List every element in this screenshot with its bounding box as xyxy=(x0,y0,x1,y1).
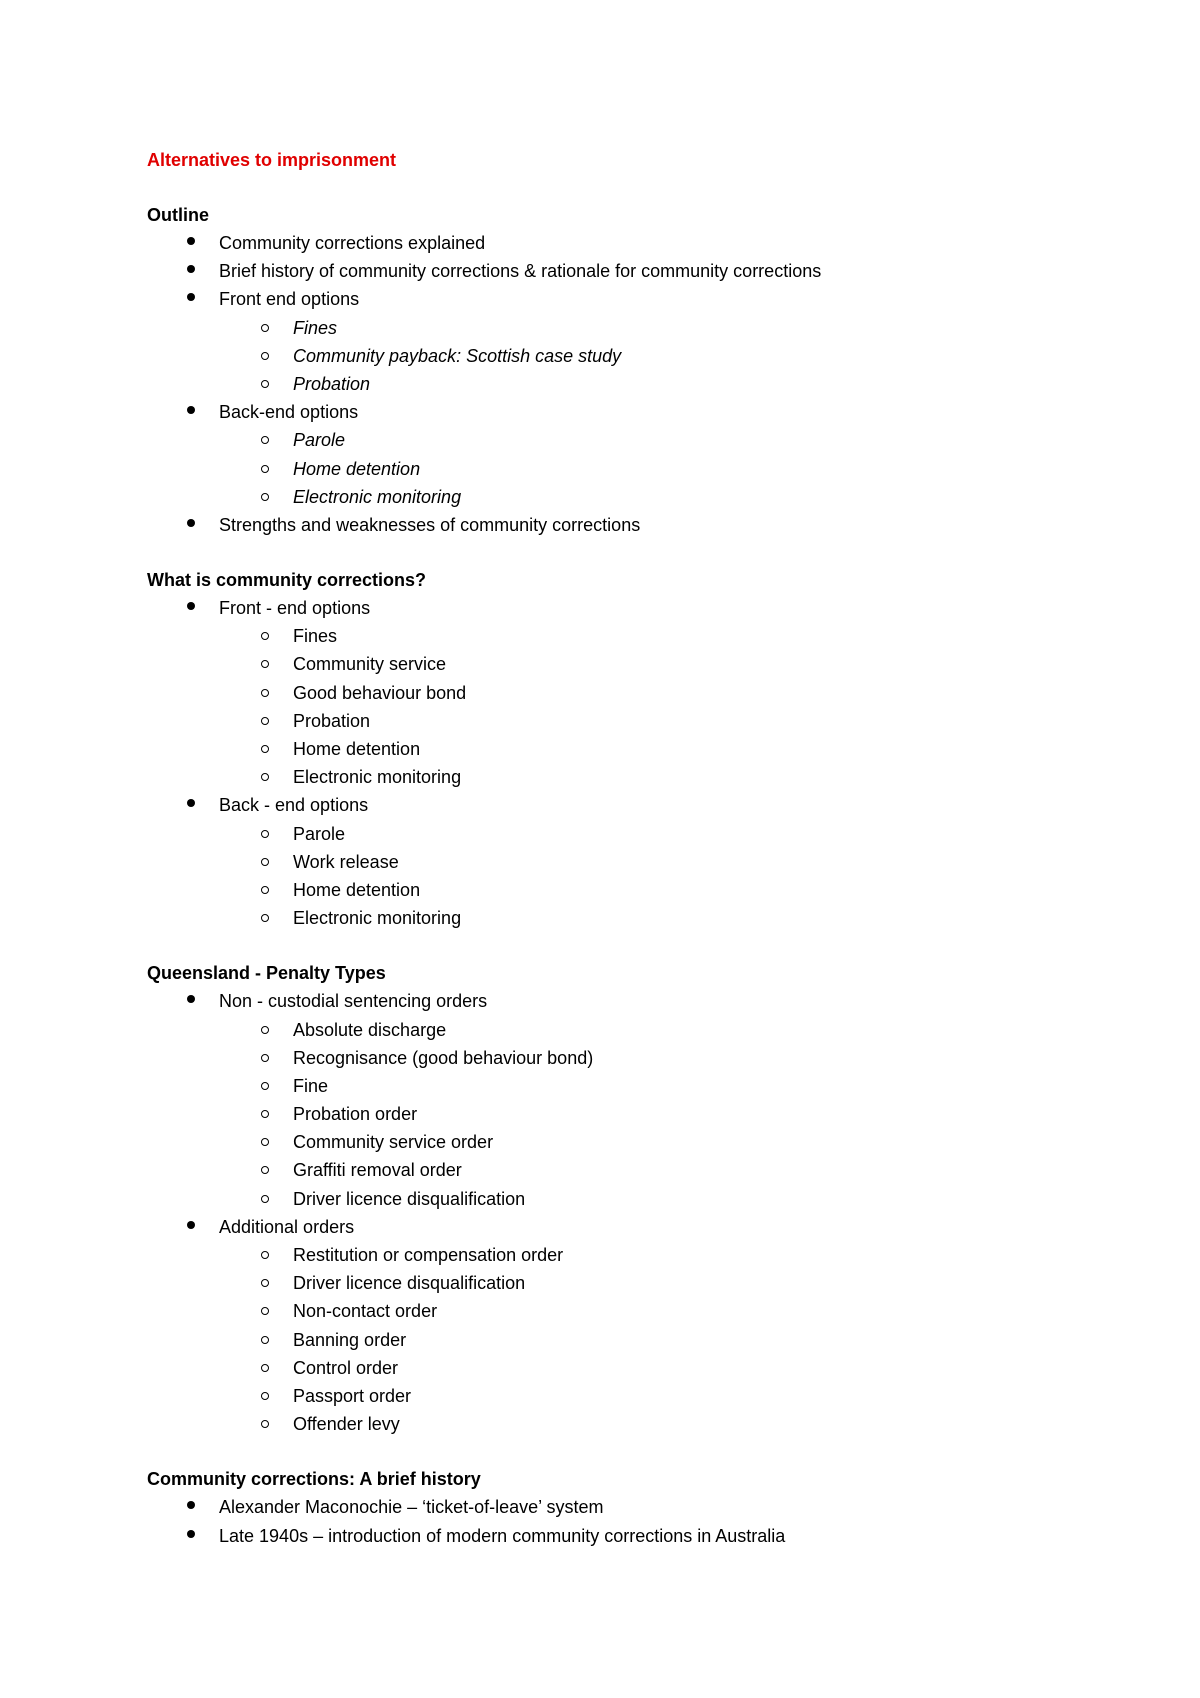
list-item-text: Non - custodial sentencing orders xyxy=(219,991,488,1012)
sub-list-item-text: Recognisance (good behaviour bond) xyxy=(293,1047,594,1068)
sub-list-item xyxy=(147,1410,1107,1438)
sub-list-item xyxy=(147,1100,1107,1128)
sub-list-item xyxy=(147,1128,1107,1156)
section xyxy=(147,201,1107,539)
sub-list-item-text: Probation xyxy=(293,710,371,731)
section-heading: Queensland - Penalty Types xyxy=(147,963,386,984)
sub-list-item-text: Community service order xyxy=(293,1132,494,1153)
bullet-icon xyxy=(187,265,195,273)
hollow-bullet-icon xyxy=(261,1279,269,1287)
sub-list-item-text: Parole xyxy=(293,823,346,844)
hollow-bullet-icon xyxy=(261,1082,269,1090)
document-body xyxy=(147,146,1107,1550)
list-item xyxy=(147,1522,1107,1550)
list-item-text: Brief history of community corrections & rationale for community corrections xyxy=(219,261,822,282)
hollow-bullet-icon xyxy=(261,380,269,388)
hollow-bullet-icon xyxy=(261,1166,269,1174)
list-item xyxy=(147,1493,1107,1521)
sub-list-item-text: Restitution or compensation order xyxy=(293,1245,564,1265)
hollow-bullet-icon xyxy=(261,352,269,360)
hollow-bullet-icon xyxy=(261,324,269,332)
hollow-bullet-icon xyxy=(261,1364,269,1372)
hollow-bullet-icon xyxy=(261,858,269,866)
sub-list-item-text: Probation xyxy=(293,373,371,394)
sub-list-item-text: Work release xyxy=(293,851,399,872)
section xyxy=(147,959,1107,1438)
sub-list-item-text: Good behaviour bond xyxy=(293,682,467,703)
list-item-text: Community corrections explained xyxy=(219,233,486,253)
list-item xyxy=(147,511,1107,539)
hollow-bullet-icon xyxy=(261,886,269,894)
section-heading: Community corrections: A brief history xyxy=(147,1469,481,1490)
hollow-bullet-icon xyxy=(261,1251,269,1259)
sub-list-item xyxy=(147,483,1107,511)
sub-list-item-text: Absolute discharge xyxy=(293,1019,447,1040)
sub-list-item xyxy=(147,820,1107,848)
bullet-list xyxy=(147,229,1107,539)
sub-list-item-text: Home detention xyxy=(293,458,421,479)
hollow-bullet-icon xyxy=(261,632,269,640)
list-item-text: Front end options xyxy=(219,289,360,310)
sub-list-item xyxy=(147,426,1107,454)
sub-list-item-text: Electronic monitoring xyxy=(293,767,462,788)
list-item-text: Additional orders xyxy=(219,1216,355,1237)
sub-list-item xyxy=(147,314,1107,342)
list-item xyxy=(147,257,1107,285)
section-heading: What is community corrections? xyxy=(147,570,427,591)
bullet-icon xyxy=(187,995,195,1003)
sub-list-item-text: Offender levy xyxy=(293,1414,400,1435)
sub-list-item-text: Fines xyxy=(293,626,338,647)
section xyxy=(147,566,1107,932)
bullet-list xyxy=(147,987,1107,1438)
sub-list-item xyxy=(147,455,1107,483)
sub-list-item xyxy=(147,1382,1107,1410)
sub-list-item-text: Driver licence disqualification xyxy=(293,1188,526,1209)
hollow-bullet-icon xyxy=(261,717,269,725)
sub-list-item xyxy=(147,1241,1107,1269)
sub-list-item-text: Driver licence disqualification xyxy=(293,1273,526,1294)
sub-list-item xyxy=(147,679,1107,707)
sub-list-item xyxy=(147,342,1107,370)
sub-list-item xyxy=(147,1269,1107,1297)
list-item-text: Alexander Maconochie – ‘ticket-of-leave’ system xyxy=(219,1497,604,1518)
list-item xyxy=(147,229,1107,257)
sub-list-item xyxy=(147,1044,1107,1072)
sub-list-item-text: Parole xyxy=(293,430,346,451)
sub-list-item xyxy=(147,1326,1107,1354)
bullet-icon xyxy=(187,406,195,414)
sub-list-item-text: Fine xyxy=(293,1075,329,1096)
sub-list-item xyxy=(147,735,1107,763)
hollow-bullet-icon xyxy=(261,745,269,753)
sub-list-item xyxy=(147,1016,1107,1044)
sub-list-item-text: Community service xyxy=(293,654,447,675)
hollow-bullet-icon xyxy=(261,830,269,838)
sub-list-item-text: Home detention xyxy=(293,739,421,759)
hollow-bullet-icon xyxy=(261,660,269,668)
hollow-bullet-icon xyxy=(261,914,269,922)
hollow-bullet-icon xyxy=(261,1307,269,1315)
bullet-list xyxy=(147,1493,1107,1549)
sub-list-item-text: Fines xyxy=(293,317,338,338)
sub-list-item xyxy=(147,1297,1107,1325)
hollow-bullet-icon xyxy=(261,436,269,444)
hollow-bullet-icon xyxy=(261,1336,269,1344)
sub-list-item xyxy=(147,707,1107,735)
sub-list-item xyxy=(147,1354,1107,1382)
list-item xyxy=(147,987,1107,1015)
sub-list-item xyxy=(147,1072,1107,1100)
bullet-icon xyxy=(187,519,195,527)
hollow-bullet-icon xyxy=(261,1392,269,1400)
list-item xyxy=(147,285,1107,313)
bullet-icon xyxy=(187,1221,195,1229)
bullet-icon xyxy=(187,237,195,245)
list-item-text: Back-end options xyxy=(219,402,359,423)
sub-list-item xyxy=(147,763,1107,791)
bullet-icon xyxy=(187,799,195,807)
sub-list-item-text: Banning order xyxy=(293,1329,407,1350)
section xyxy=(147,1465,1107,1549)
list-item-text: Strengths and weaknesses of community corrections xyxy=(219,514,641,535)
sub-list-item xyxy=(147,876,1107,904)
sub-list-item-text: Electronic monitoring xyxy=(293,908,462,929)
hollow-bullet-icon xyxy=(261,1110,269,1118)
list-item-text: Back - end options xyxy=(219,795,369,816)
sub-list-item xyxy=(147,650,1107,678)
sub-list-item xyxy=(147,904,1107,932)
sub-list-item xyxy=(147,1156,1107,1184)
sub-list-item-text: Home detention xyxy=(293,879,421,900)
sub-list-item-text: Graffiti removal order xyxy=(293,1160,462,1181)
document-title: Alternatives to imprisonment xyxy=(147,150,397,170)
list-item-text: Front - end options xyxy=(219,598,371,619)
sub-list-item-text: Community payback: Scottish case study xyxy=(293,345,622,366)
hollow-bullet-icon xyxy=(261,465,269,473)
sub-list-item xyxy=(147,370,1107,398)
list-item xyxy=(147,594,1107,622)
bullet-list xyxy=(147,594,1107,932)
sub-list-item-text: Probation order xyxy=(293,1104,418,1125)
sub-list-item-text: Non-contact order xyxy=(293,1301,438,1322)
bullet-icon xyxy=(187,1530,195,1538)
hollow-bullet-icon xyxy=(261,1054,269,1062)
list-item xyxy=(147,791,1107,819)
hollow-bullet-icon xyxy=(261,1195,269,1203)
sections-container xyxy=(147,201,1107,1550)
hollow-bullet-icon xyxy=(261,1138,269,1146)
sub-list-item xyxy=(147,848,1107,876)
bullet-icon xyxy=(187,293,195,301)
sub-list-item-text: Electronic monitoring xyxy=(293,486,462,507)
hollow-bullet-icon xyxy=(261,773,269,781)
hollow-bullet-icon xyxy=(261,1420,269,1428)
list-item xyxy=(147,398,1107,426)
hollow-bullet-icon xyxy=(261,1026,269,1034)
section-heading: Outline xyxy=(147,205,209,225)
sub-list-item-text: Control order xyxy=(293,1357,399,1378)
sub-list-item xyxy=(147,622,1107,650)
hollow-bullet-icon xyxy=(261,493,269,501)
bullet-icon xyxy=(187,1501,195,1509)
hollow-bullet-icon xyxy=(261,689,269,697)
bullet-icon xyxy=(187,602,195,610)
sub-list-item xyxy=(147,1185,1107,1213)
sub-list-item-text: Passport order xyxy=(293,1385,412,1406)
list-item-text: Late 1940s – introduction of modern community corrections in Australia xyxy=(219,1525,786,1546)
list-item xyxy=(147,1213,1107,1241)
